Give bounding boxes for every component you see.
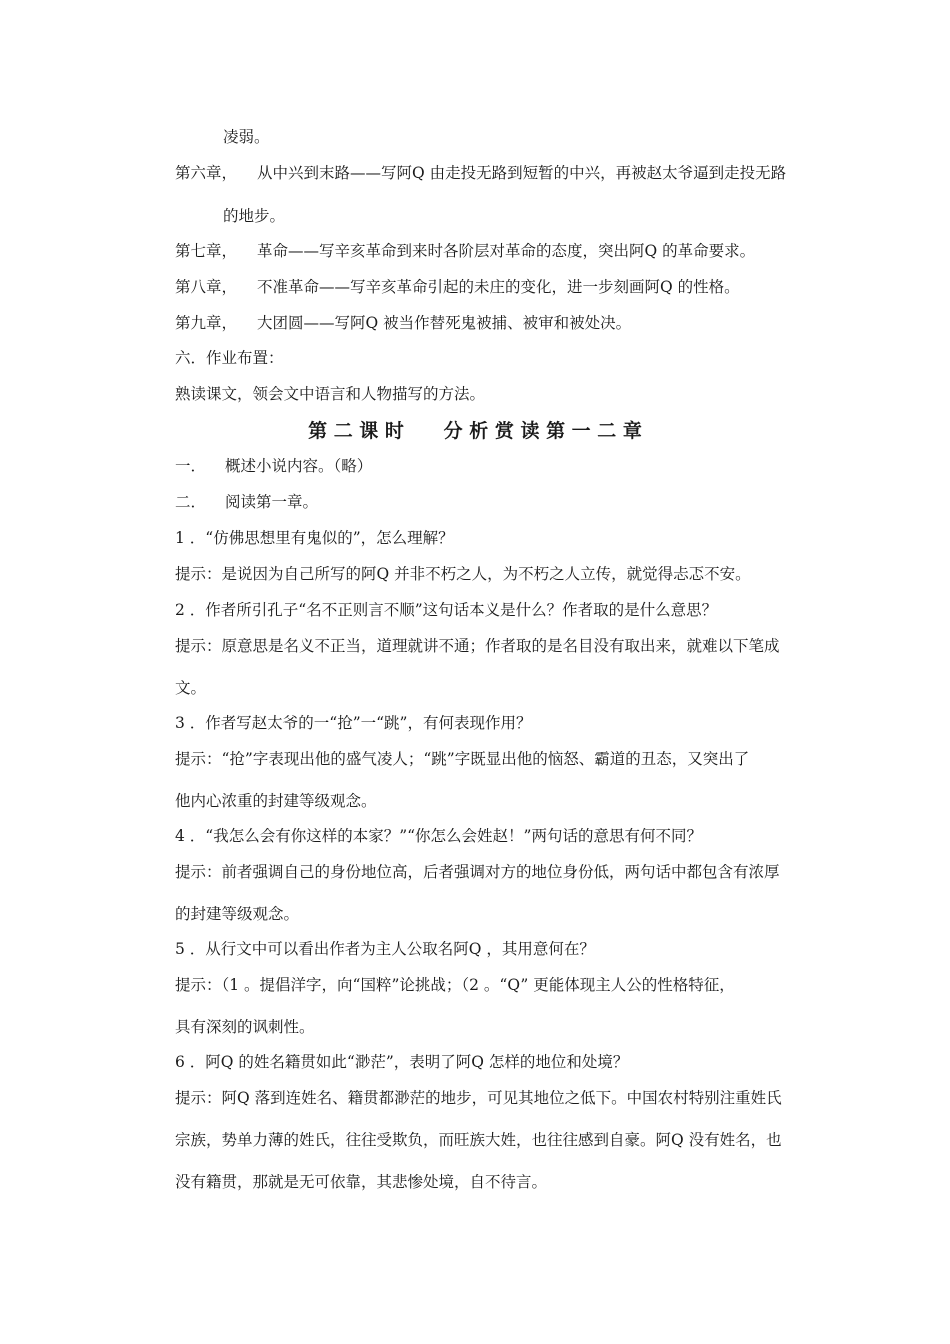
chapter-7 (175, 241, 755, 261)
answer-2-line-2: 文。 (175, 679, 207, 697)
question-3: 3 ．作者写赵太爷的一“抢”一“跳”，有何表现作用？ (175, 714, 532, 732)
chapter-label: 第六章， (175, 164, 238, 182)
question-1: 1 ．“仿佛思想里有鬼似的”，怎么理解？ (175, 529, 454, 547)
answer-4-line-1: 提示：前者强调自己的身份地位高，后者强调对方的地位身份低，两句话中都包含有浓厚 (175, 863, 780, 881)
homework-heading: 六．作业布置： (175, 349, 284, 367)
chapter-text: 革命——写辛亥革命到来时各阶层对革命的态度，突出阿Q 的革命要求。 (257, 242, 756, 260)
answer-2-line-1: 提示：原意思是名义不正当，道理就讲不通；作者取的是名目没有取出来，就难以下笔成 (175, 637, 780, 655)
answer-5-line-2: 具有深刻的讽刺性。 (175, 1018, 315, 1036)
answer-6-line-1: 提示：阿Q 落到连姓名、籍贯都渺茫的地步，可见其地位之低下。中国农村特别注重姓氏 (175, 1089, 782, 1107)
section-label: 二． (175, 493, 207, 511)
question-4: 4 ．“我怎么会有你这样的本家？”“你怎么会姓赵！”两句话的意思有何不同？ (175, 827, 702, 845)
section-label: 一． (175, 457, 207, 475)
answer-1-line-1: 提示：是说因为自己所写的阿Q 并非不朽之人，为不朽之人立传，就觉得忐忑不安。 (175, 565, 751, 583)
homework-text: 熟读课文，领会文中语言和人物描写的方法。 (175, 385, 486, 403)
section-text: 概述小说内容。（略） (225, 457, 373, 475)
chapter-label: 第八章， (175, 278, 238, 296)
chapter-text: 不准革命——写辛亥革命引起的未庄的变化，进一步刻画阿Q 的性格。 (257, 278, 740, 296)
question-6: 6 ．阿Q 的姓名籍贯如此“渺茫”，表明了阿Q 怎样的地位和处境？ (175, 1053, 629, 1071)
section-2 (175, 492, 318, 512)
section-text: 阅读第一章。 (225, 493, 319, 511)
answer-3-line-1: 提示：“抢”字表现出他的盛气凌人；“跳”字既显出他的恼怒、霸道的丑态，又突出了 (175, 750, 750, 768)
chapter-label: 第九章， (175, 314, 238, 332)
section-1 (175, 456, 372, 476)
chapter-label: 第七章， (175, 242, 238, 260)
chapter-6-continuation: 的地步。 (223, 207, 286, 225)
chapter-8 (175, 277, 740, 297)
chapter-text: 从中兴到末路——写阿Q 由走投无路到短暂的中兴，再被赵太爷逼到走投无路 (257, 164, 787, 182)
lesson-title: 第 二 课 时 分 析 赏 读 第 一 二 章 (308, 420, 642, 442)
answer-3-line-2: 他内心浓重的封建等级观念。 (175, 792, 377, 810)
chapter-text: 大团圆——写阿Q 被当作替死鬼被捕、被审和被处决。 (257, 314, 632, 332)
intro-continuation: 凌弱。 (223, 128, 270, 146)
answer-6-line-2: 宗族，势单力薄的姓氏，往往受欺负，而旺族大姓，也往往感到自豪。阿Q 没有姓名，也 (175, 1131, 782, 1149)
answer-4-line-2: 的封建等级观念。 (175, 905, 300, 923)
chapter-9 (175, 313, 631, 333)
answer-5-line-1: 提示：（1 。提倡洋字，向“国粹”论挑战；（2 。“Q” 更能体现主人公的性格特征， (175, 976, 735, 994)
chapter-6 (175, 163, 786, 183)
question-2: 2 ．作者所引孔子“名不正则言不顺”这句话本义是什么？作者取的是什么意思？ (175, 601, 718, 619)
answer-6-line-3: 没有籍贯，那就是无可依靠，其悲惨处境，自不待言。 (175, 1173, 548, 1191)
question-5: 5 ．从行文中可以看出作者为主人公取名阿Q ，其用意何在？ (175, 940, 595, 958)
